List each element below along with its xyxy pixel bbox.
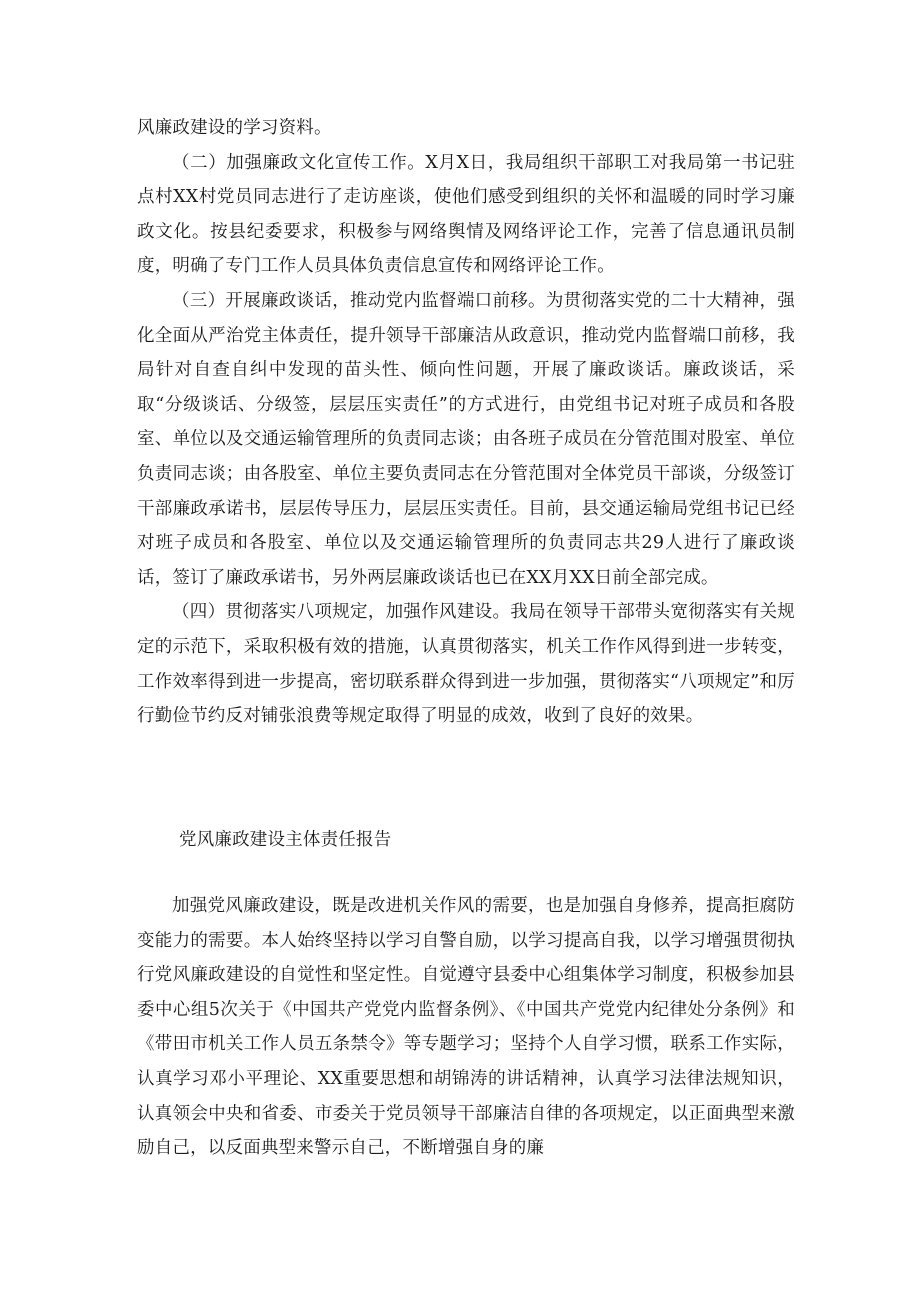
report-body [137,889,795,1166]
report-title: 党风廉政建设主体责任报告 [179,830,392,850]
report-section-continued [137,111,795,734]
paragraph-culture-promotion: （二）加强廉政文化宣传工作。X月X日，我局组织干部职工对我局第一书记驻点村XX村党员同志进行了走访座谈，使他们感受到组织的关怀和温暖的同时学习廉政文化。按县纪委要求，积极参与网络舆情及网络评论工作，完善了信息通讯员制度，明确了专门工作人员具体负责信息宣传和网络评论工作。 [137,152,795,277]
paragraph-continuation: 风廉政建设的学习资料。 [137,118,332,138]
paragraph-study-commitment: 加强党风廉政建设，既是改进机关作风的需要，也是加强自身修养，提高拒腐防变能力的需要。本人始终坚持以学习自警自励，以学习提高自我，以学习增强贯彻执行党风廉政建设的自觉性和坚定性。自觉遵守县委中心组集体学习制度，积极参加县委中心组5次关于《中国共产党党内监督条例》、《中国共产党党内纪律处分条例》和《带田市机关工作人员五条禁令》等专题学习；坚持个人自学习惯，联系工作实际，认真学习邓小平理论、XX重要思想和胡锦涛的讲话精神，认真学习法律法规知识，认真领会中央和省委、市委关于党员领导干部廉洁自律的各项规定，以正面典型来激励自己，以反面典型来警示自己，不断增强自身的廉 [137,896,795,1159]
paragraph-integrity-talks: （三）开展廉政谈话，推动党内监督端口前移。为贯彻落实党的二十大精神，强化全面从严治党主体责任，提升领导干部廉洁从政意识，推动党内监督端口前移，我局针对自查自纠中发现的苗头性、倾向性问题，开展了廉政谈话。廉政谈话，采取“分级谈话、分级签，层层压实责任”的方式进行，由党组书记对班子成员和各股室、单位以及交通运输管理所的负责同志谈；由各班子成员在分管范围对股室、单位负责同志谈；由各股室、单位主要负责同志在分管范围对全体党员干部谈，分级签订干部廉政承诺书，层层传导压力，层层压实责任。目前，县交通运输局党组书记已经对班子成员和各股室、单位以及交通运输管理所的负责同志共29人进行了廉政谈话，签订了廉政承诺书，另外两层廉政谈话也已在XX月XX日前全部完成。 [137,290,795,588]
paragraph-eight-regulations: （四）贯彻落实八项规定，加强作风建设。我局在领导干部带头宽彻落实有关规定的示范下，采取积极有效的措施，认真贯彻落实，机关工作作风得到进一步转变，工作效率得到进一步提高，密切联系群众得到进一步加强，贯彻落实“八项规定”和厉行勤俭节约反对铺张浪费等规定取得了明显的成效，收到了良好的效果。 [137,602,795,727]
